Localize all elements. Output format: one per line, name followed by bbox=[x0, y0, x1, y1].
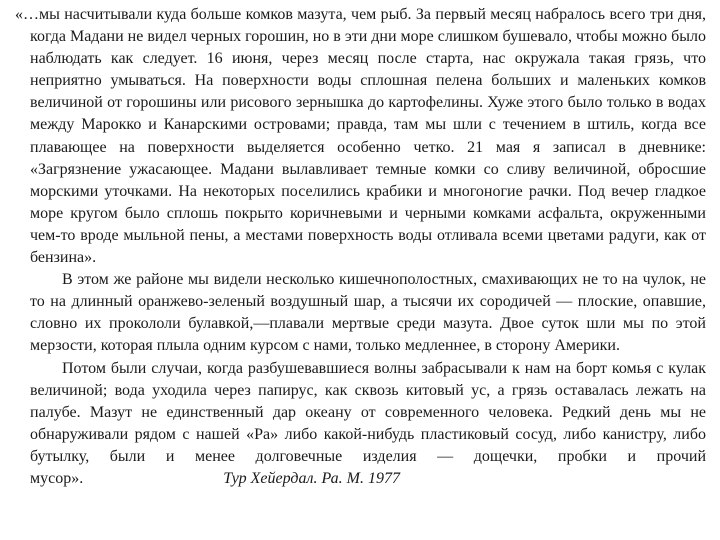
source-attribution: Тур Хейердал. Ра. М. 1977 bbox=[223, 469, 400, 487]
paragraph-3 bbox=[30, 358, 706, 491]
paragraph-3-text: Потом были случаи, когда разбушевавшиеся волны забрасывали к нам на борт комья с кулак величиной; вода уходила через папирус, как сквозь китовый ус, а грязь оставалась лежать на палубе. Мазут не единственный дар океану от современного человека. Редкий день мы не обнаруживали рядом с нашей «Ра» либо какой-нибудь пластиковый сосуд, либо канистру, либо бутылку, были и менее долговечные изделия — дощечки, пробки и прочий мусор». bbox=[30, 359, 706, 487]
paragraph-1: «…мы насчитывали куда больше комков мазута, чем рыб. За первый месяц набралось всего три дня, когда Мадани не видел черных горошин, но в эти дни море слишком бушевало, чтобы можно было наблюдать как следует. 16 июня, через месяц после старта, нас окружала такая грязь, что неприятно умываться. На поверхности воды сплошная пелена больших и маленьких комков величиной от горошины или рисового зернышка до картофелины. Хуже этого было только в водах между Марокко и Канарскими островами; правда, там мы шли с течением в штиль, когда все плавающее на поверхности выделяется особенно четко. 21 мая я записал в дневнике: «Загрязнение ужасающее. Мадани вылавливает темные комки со сливу величиной, обросшие морскими уточками. На некоторых поселились крабики и многоногие рачки. Под вечер гладкое море кругом было сплошь покрыто коричневыми и черными комками асфальта, окруженными чем-то вроде мыльной пены, а местами поверхность воды отливала всеми цветами радуги, как от бензина». bbox=[15, 6, 706, 267]
paragraph-2: В этом же районе мы видели несколько кишечнополостных, смахивающих не то на чулок, не то на длинный оранжево-зеленый воздушный шар, а тысячи их сородичей — плоские, опавшие, словно их прокололи булавкой,—плавали мертвые среди мазута. Двое суток шли мы по этой мерзости, которая плыла одним курсом с нами, только медленнее, в сторону Америки. bbox=[30, 271, 706, 355]
